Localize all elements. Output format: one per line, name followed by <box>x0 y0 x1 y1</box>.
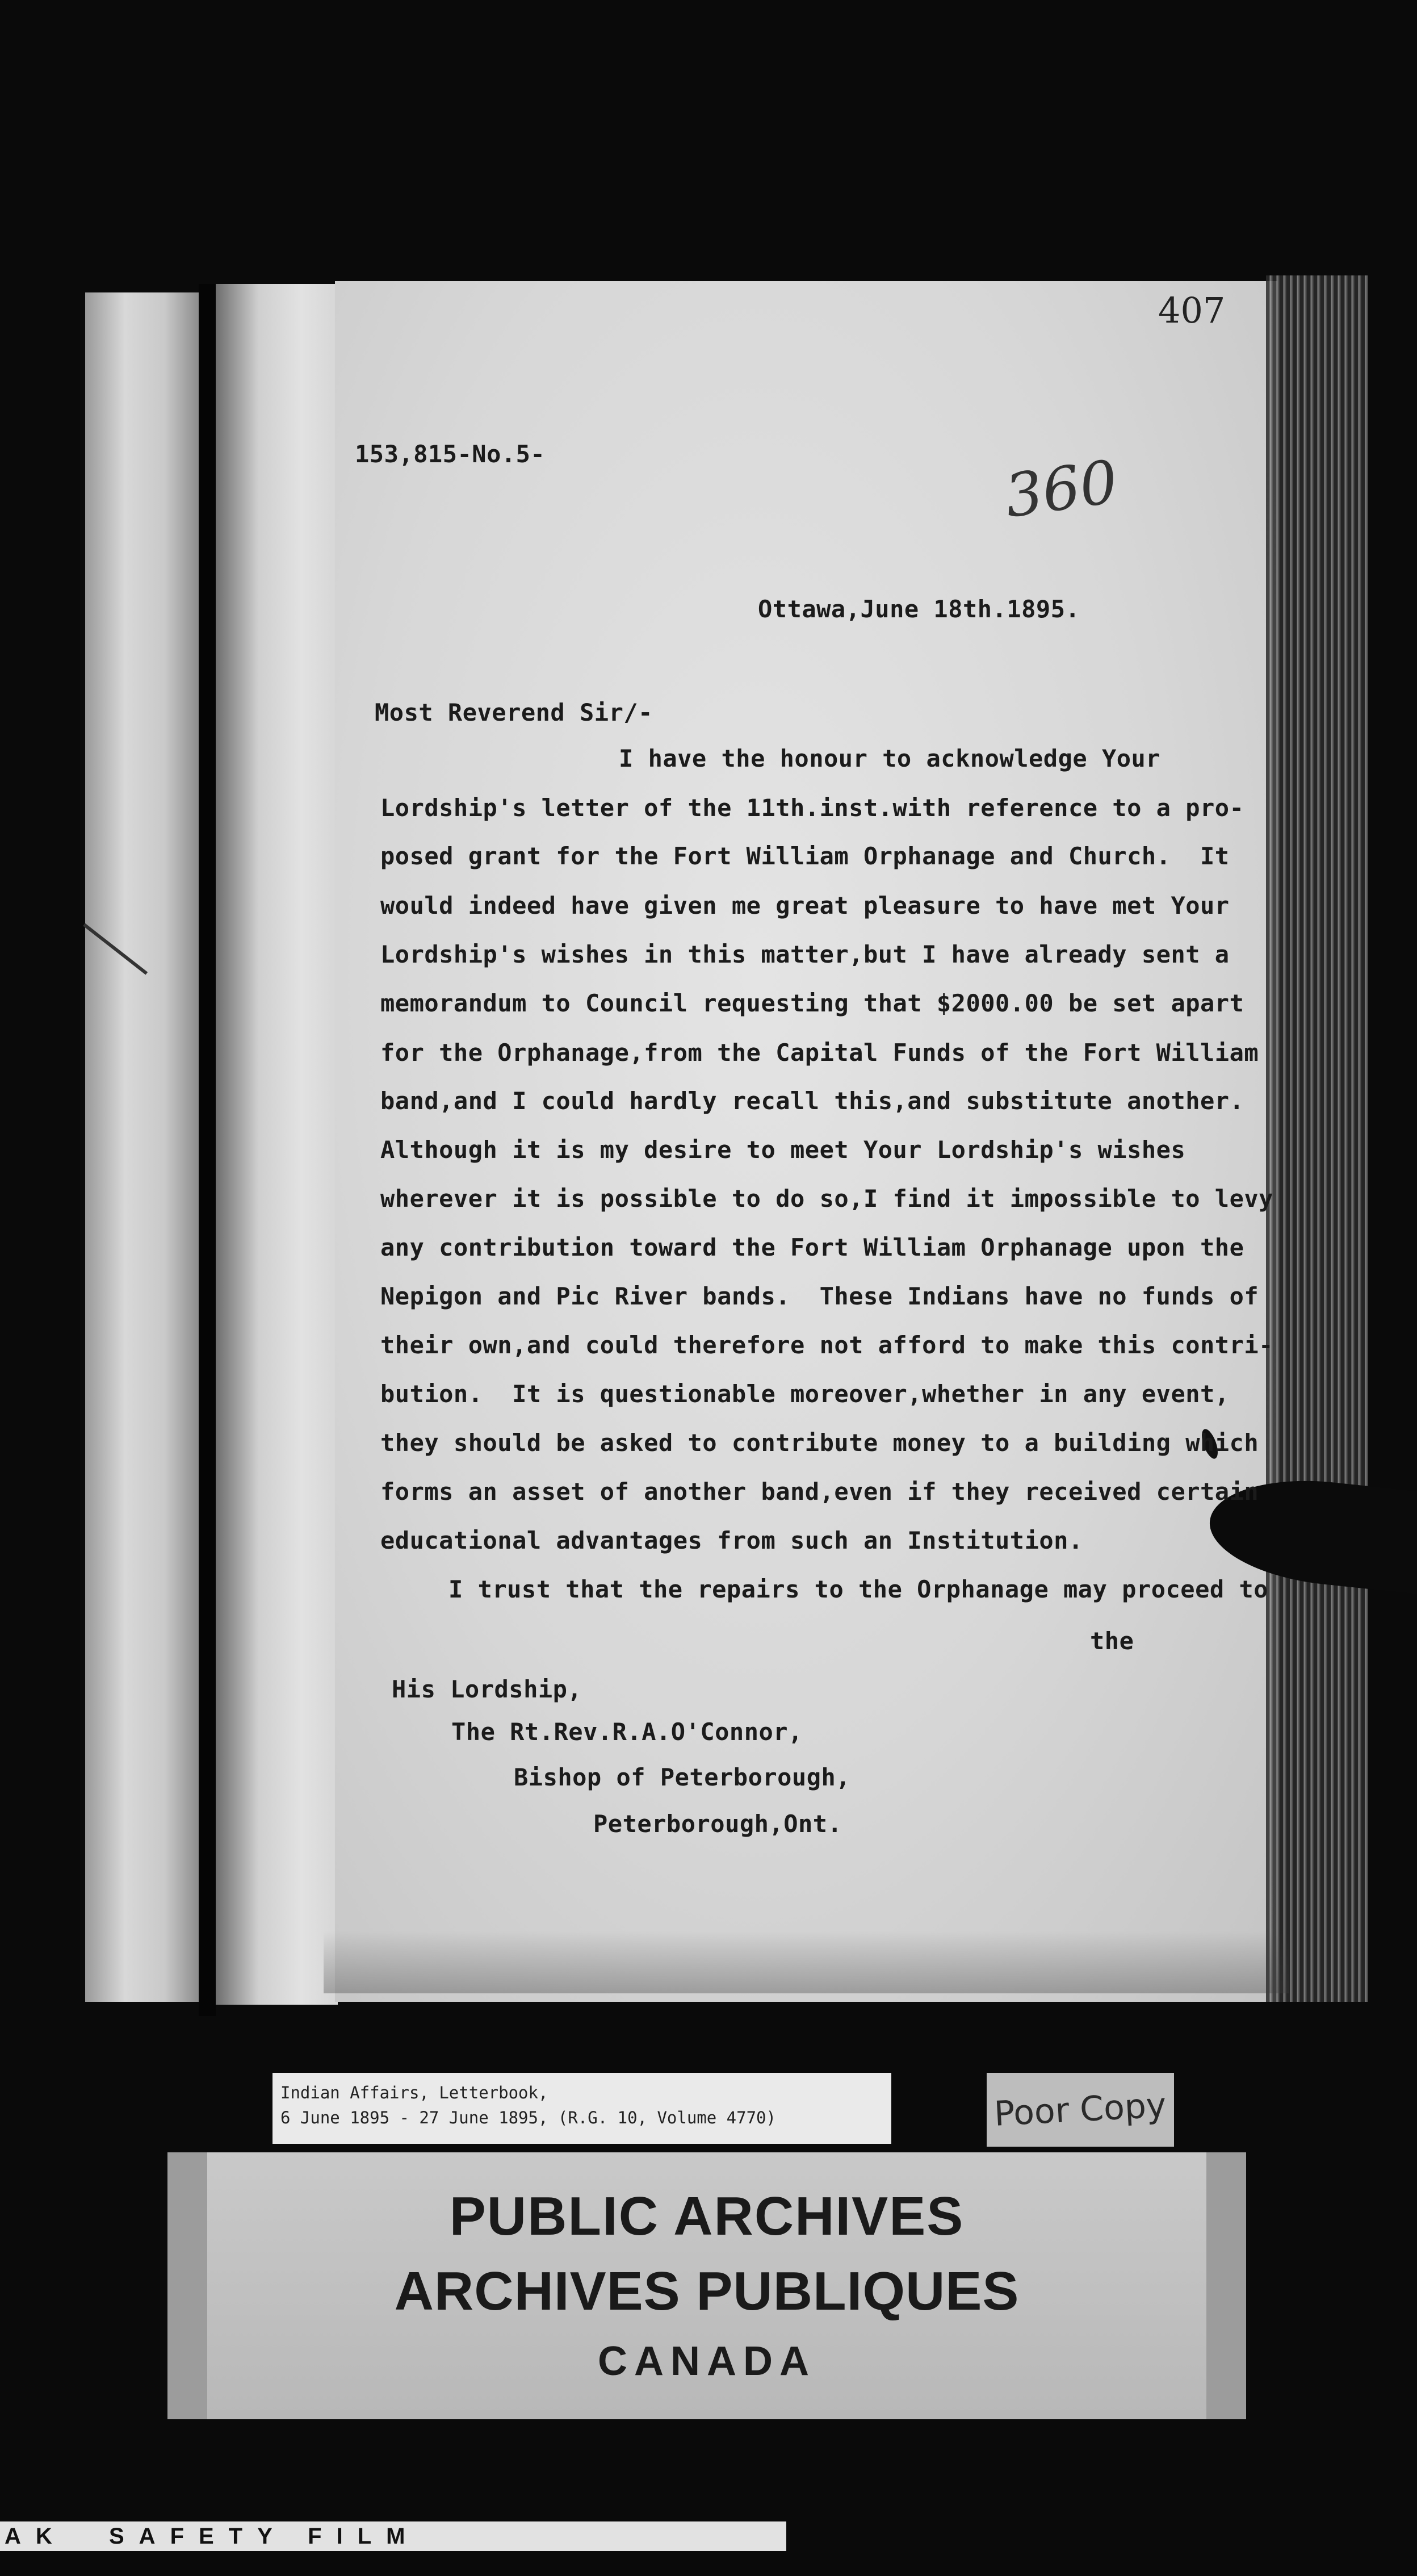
body-line: Lordship's wishes in this matter,but I have already sent a <box>380 940 1230 968</box>
catchword: the <box>1090 1627 1134 1655</box>
body-line: their own,and could therefore not afford to make this contri- <box>380 1331 1273 1359</box>
date-line: Ottawa,June 18th.1895. <box>758 595 1080 623</box>
address-line: Peterborough,Ont. <box>593 1810 842 1838</box>
address-line: Bishop of Peterborough, <box>514 1763 851 1791</box>
body-line: they should be asked to contribute money to a building which <box>380 1429 1259 1457</box>
left-page-edge <box>85 292 199 2002</box>
page-shadow <box>324 1931 1289 1993</box>
folio-number: 407 <box>1158 290 1226 331</box>
file-reference: 153,815-No.5- <box>355 440 546 468</box>
body-line: Lordship's letter of the 11th.inst.with reference to a pro- <box>380 794 1244 822</box>
body-line: Nepigon and Pic River bands. These Indians have no funds of <box>380 1282 1259 1310</box>
book-gutter <box>199 284 216 2016</box>
body-line: I have the honour to acknowledge Your <box>619 745 1161 772</box>
body-line: would indeed have given me great pleasure to have met Your <box>380 892 1230 919</box>
body-line: educational advantages from such an Institution. <box>380 1527 1083 1554</box>
body-line: I trust that the repairs to the Orphanage may proceed to <box>448 1575 1269 1603</box>
salutation: Most Reverend Sir/- <box>375 699 653 726</box>
film-edge-marking <box>0 2521 786 2551</box>
address-line: His Lordship, <box>392 1675 582 1703</box>
archives-line-french: ARCHIVES PUBLIQUES <box>394 2261 1020 2322</box>
body-line: any contribution toward the Fort William Orphanage upon the <box>380 1233 1244 1261</box>
archives-line-english: PUBLIC ARCHIVES <box>449 2186 965 2247</box>
film-edge-text: AK SAFETY FILM <box>5 2523 420 2549</box>
archives-country: CANADA <box>598 2339 816 2384</box>
stamp-text: Poor Copy <box>993 2085 1168 2134</box>
body-line: wherever it is possible to do so,I find it impossible to levy <box>380 1185 1273 1212</box>
source-label-line: 6 June 1895 - 27 June 1895, (R.G. 10, Volume 4770) <box>280 2108 776 2127</box>
body-line: bution. It is questionable moreover,whether in any event, <box>380 1380 1230 1408</box>
body-line: Although it is my desire to meet Your Lordship's wishes <box>380 1136 1186 1164</box>
body-line: forms an asset of another band,even if they received certain <box>380 1478 1259 1506</box>
address-line: The Rt.Rev.R.A.O'Connor, <box>451 1718 803 1746</box>
source-label-line: Indian Affairs, Letterbook, <box>280 2083 548 2102</box>
body-line: posed grant for the Fort William Orphanage and Church. It <box>380 842 1230 870</box>
body-line: for the Orphanage,from the Capital Funds of the Fort William <box>380 1039 1259 1067</box>
body-line: band,and I could hardly recall this,and substitute another. <box>380 1087 1244 1115</box>
poor-copy-stamp <box>987 2073 1174 2147</box>
source-label <box>272 2073 891 2144</box>
page-fold <box>216 284 338 2005</box>
page-stack-edges <box>1266 275 1368 2002</box>
body-line: memorandum to Council requesting that $2000.00 be set apart <box>380 989 1244 1017</box>
handwritten-page-number: 360 <box>1000 446 1122 532</box>
archives-banner <box>167 2152 1246 2419</box>
